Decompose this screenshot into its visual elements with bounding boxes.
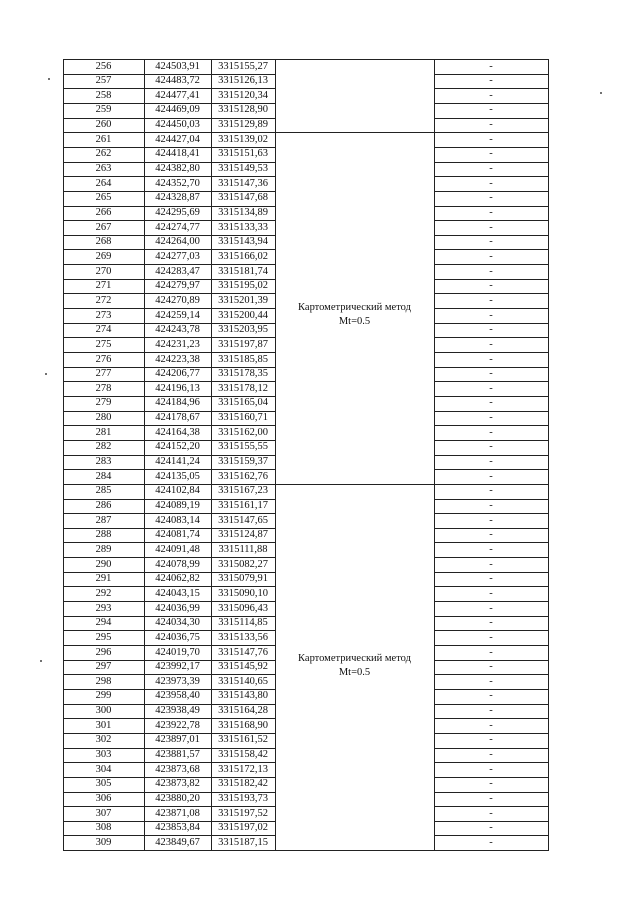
point-number: 258 bbox=[95, 89, 112, 101]
coord-x: 423897,01 bbox=[155, 734, 200, 746]
coord-x: 424196,13 bbox=[155, 382, 200, 394]
coord-y: 3315096,43 bbox=[218, 602, 268, 614]
coord-x: 424352,70 bbox=[155, 177, 200, 189]
accuracy-cell: - bbox=[489, 163, 493, 175]
accuracy-cell: - bbox=[489, 617, 493, 629]
accuracy-cell: - bbox=[489, 89, 493, 101]
point-number: 304 bbox=[95, 763, 112, 775]
group-rule bbox=[275, 850, 434, 851]
accuracy-cell: - bbox=[489, 133, 493, 145]
coord-y: 3315195,02 bbox=[218, 280, 268, 292]
coord-x: 424135,05 bbox=[155, 470, 200, 482]
coord-x: 424078,99 bbox=[155, 558, 200, 570]
accuracy-cell: - bbox=[489, 543, 493, 555]
coord-x: 424184,96 bbox=[155, 397, 200, 409]
coord-x: 423853,84 bbox=[155, 822, 200, 834]
accuracy-cell: - bbox=[489, 529, 493, 541]
coord-x: 424034,30 bbox=[155, 617, 200, 629]
point-number: 282 bbox=[95, 441, 112, 453]
row-rule bbox=[63, 850, 276, 851]
coord-y: 3315166,02 bbox=[218, 250, 268, 262]
point-number: 271 bbox=[95, 280, 112, 292]
coord-x: 424091,48 bbox=[155, 543, 200, 555]
point-number: 257 bbox=[95, 75, 112, 87]
coord-y: 3315143,94 bbox=[218, 236, 268, 248]
coord-y: 3315134,89 bbox=[218, 207, 268, 218]
scan-speck bbox=[48, 78, 50, 80]
accuracy-cell: - bbox=[489, 75, 493, 87]
method-name: Картометрический метод bbox=[298, 301, 411, 313]
accuracy-cell: - bbox=[489, 412, 493, 424]
coord-x: 424089,19 bbox=[155, 500, 200, 511]
coord-y: 3315185,85 bbox=[218, 353, 268, 365]
point-number: 299 bbox=[95, 690, 112, 702]
accuracy-cell: - bbox=[489, 353, 493, 365]
accuracy-cell: - bbox=[489, 177, 493, 189]
coord-y: 3315197,52 bbox=[218, 807, 268, 819]
group-rule bbox=[275, 484, 434, 485]
accuracy-cell: - bbox=[489, 514, 493, 526]
coord-x: 424259,14 bbox=[155, 309, 200, 321]
coord-x: 424264,00 bbox=[155, 236, 200, 248]
accuracy-cell: - bbox=[489, 602, 493, 614]
coord-x: 424083,14 bbox=[155, 514, 200, 526]
coord-y: 3315172,13 bbox=[218, 763, 268, 775]
coord-y: 3315139,02 bbox=[218, 133, 268, 145]
coord-y: 3315120,34 bbox=[218, 89, 268, 101]
point-number: 295 bbox=[95, 631, 112, 643]
coord-x: 423871,08 bbox=[155, 807, 200, 819]
coord-x: 424503,91 bbox=[155, 60, 200, 72]
accuracy-cell: - bbox=[489, 104, 493, 116]
coord-y: 3315168,90 bbox=[218, 719, 268, 731]
point-number: 289 bbox=[95, 543, 112, 555]
coord-y: 3315167,23 bbox=[218, 485, 268, 497]
coord-x: 424382,80 bbox=[155, 163, 200, 175]
accuracy-cell: - bbox=[489, 690, 493, 702]
accuracy-cell: - bbox=[489, 793, 493, 804]
point-number: 291 bbox=[95, 573, 112, 585]
accuracy-cell: - bbox=[489, 675, 493, 687]
accuracy-cell: - bbox=[489, 324, 493, 336]
point-number: 268 bbox=[95, 236, 112, 248]
accuracy-cell: - bbox=[489, 646, 493, 658]
coord-x: 423992,17 bbox=[155, 661, 200, 673]
point-number: 300 bbox=[95, 705, 112, 717]
group-rule bbox=[275, 132, 434, 133]
coord-x: 424152,20 bbox=[155, 441, 200, 453]
coord-x: 424062,82 bbox=[155, 573, 200, 585]
coord-y: 3315161,17 bbox=[218, 500, 268, 511]
point-number: 266 bbox=[95, 207, 112, 218]
accuracy-cell: - bbox=[489, 426, 493, 438]
accuracy-cell: - bbox=[489, 397, 493, 409]
accuracy-cell: - bbox=[489, 573, 493, 585]
accuracy-cell: - bbox=[489, 207, 493, 218]
point-number: 277 bbox=[95, 368, 112, 380]
coord-y: 3315133,33 bbox=[218, 221, 268, 233]
point-number: 297 bbox=[95, 661, 112, 673]
point-number: 274 bbox=[95, 324, 112, 336]
method-accuracy: Mt=0.5 bbox=[338, 315, 371, 327]
coord-x: 424019,70 bbox=[155, 646, 200, 658]
point-number: 305 bbox=[95, 778, 112, 790]
coord-y: 3315147,36 bbox=[218, 177, 268, 189]
coord-x: 424477,41 bbox=[155, 89, 200, 101]
point-number: 290 bbox=[95, 558, 112, 570]
accuracy-cell: - bbox=[489, 119, 493, 131]
point-number: 298 bbox=[95, 675, 112, 687]
accuracy-cell: - bbox=[489, 148, 493, 160]
point-number: 275 bbox=[95, 338, 112, 350]
scan-speck bbox=[600, 92, 602, 94]
point-number: 256 bbox=[95, 60, 112, 72]
point-number: 306 bbox=[95, 793, 112, 804]
accuracy-cell: - bbox=[489, 309, 493, 321]
coord-x: 424102,84 bbox=[155, 485, 200, 497]
accuracy-cell: - bbox=[489, 749, 493, 761]
coord-x: 423881,57 bbox=[155, 749, 200, 761]
coord-y: 3315193,73 bbox=[218, 793, 268, 804]
coord-x: 424450,03 bbox=[155, 119, 200, 131]
coord-x: 423849,67 bbox=[155, 836, 200, 848]
coord-y: 3315147,68 bbox=[218, 192, 268, 204]
accuracy-cell: - bbox=[489, 719, 493, 731]
accuracy-cell: - bbox=[489, 441, 493, 453]
coord-y: 3315111,88 bbox=[218, 543, 268, 555]
coord-y: 3315178,12 bbox=[218, 382, 268, 394]
coord-y: 3315155,55 bbox=[218, 441, 268, 453]
coord-x: 424206,77 bbox=[155, 368, 200, 380]
coord-y: 3315082,27 bbox=[218, 558, 268, 570]
point-number: 262 bbox=[95, 148, 112, 160]
point-number: 269 bbox=[95, 250, 112, 262]
accuracy-cell: - bbox=[489, 236, 493, 248]
accuracy-cell: - bbox=[489, 470, 493, 482]
point-number: 292 bbox=[95, 587, 112, 599]
coord-x: 423873,82 bbox=[155, 778, 200, 790]
coord-y: 3315197,02 bbox=[218, 822, 268, 834]
accuracy-cell: - bbox=[489, 192, 493, 204]
coord-x: 423880,20 bbox=[155, 793, 200, 804]
coord-x: 423938,49 bbox=[155, 705, 200, 717]
accuracy-cell: - bbox=[489, 836, 493, 848]
coord-x: 424036,99 bbox=[155, 602, 200, 614]
point-number: 260 bbox=[95, 119, 112, 131]
coord-y: 3315124,87 bbox=[218, 529, 268, 541]
coord-y: 3315133,56 bbox=[218, 631, 268, 643]
point-number: 261 bbox=[95, 133, 112, 145]
coord-x: 423873,68 bbox=[155, 763, 200, 775]
accuracy-cell: - bbox=[489, 807, 493, 819]
coord-y: 3315090,10 bbox=[218, 587, 268, 599]
method-accuracy: Mt=0.5 bbox=[338, 667, 371, 679]
point-number: 294 bbox=[95, 617, 112, 629]
point-number: 308 bbox=[95, 822, 112, 834]
coord-y: 3315201,39 bbox=[218, 294, 268, 306]
coord-x: 423973,39 bbox=[155, 675, 200, 687]
row-rule bbox=[434, 850, 549, 851]
accuracy-cell: - bbox=[489, 822, 493, 834]
accuracy-cell: - bbox=[489, 705, 493, 717]
coord-y: 3315160,71 bbox=[218, 412, 268, 424]
accuracy-cell: - bbox=[489, 734, 493, 746]
accuracy-cell: - bbox=[489, 587, 493, 599]
point-number: 284 bbox=[95, 470, 112, 482]
coord-x: 424270,89 bbox=[155, 294, 200, 306]
coord-x: 423922,78 bbox=[155, 719, 200, 731]
coord-y: 3315162,76 bbox=[218, 470, 268, 482]
point-number: 270 bbox=[95, 265, 112, 277]
coord-y: 3315178,35 bbox=[218, 368, 268, 380]
scan-speck bbox=[40, 660, 42, 662]
coord-y: 3315203,95 bbox=[218, 324, 268, 336]
method-label-group-2 bbox=[280, 652, 430, 680]
point-number: 293 bbox=[95, 602, 112, 614]
coord-x: 424036,75 bbox=[155, 631, 200, 643]
point-number: 265 bbox=[95, 192, 112, 204]
coord-x: 424283,47 bbox=[155, 265, 200, 277]
point-number: 287 bbox=[95, 514, 112, 526]
coord-y: 3315158,42 bbox=[218, 749, 268, 761]
coord-y: 3315165,04 bbox=[218, 397, 268, 409]
accuracy-cell: - bbox=[489, 500, 493, 511]
coord-y: 3315197,87 bbox=[218, 338, 268, 350]
point-number: 264 bbox=[95, 177, 112, 189]
coord-y: 3315147,76 bbox=[218, 646, 268, 658]
point-number: 309 bbox=[95, 836, 112, 848]
coord-y: 3315162,00 bbox=[218, 426, 268, 438]
accuracy-cell: - bbox=[489, 661, 493, 673]
accuracy-cell: - bbox=[489, 631, 493, 643]
coord-x: 424427,04 bbox=[155, 133, 200, 145]
coord-x: 424243,78 bbox=[155, 324, 200, 336]
point-number: 276 bbox=[95, 353, 112, 365]
point-number: 280 bbox=[95, 412, 112, 424]
coord-x: 424164,38 bbox=[155, 426, 200, 438]
accuracy-cell: - bbox=[489, 778, 493, 790]
point-number: 302 bbox=[95, 734, 112, 746]
point-number: 296 bbox=[95, 646, 112, 658]
coord-y: 3315126,13 bbox=[218, 75, 268, 87]
point-number: 279 bbox=[95, 397, 112, 409]
coord-y: 3315128,90 bbox=[218, 104, 268, 116]
accuracy-cell: - bbox=[489, 485, 493, 497]
coord-y: 3315145,92 bbox=[218, 661, 268, 673]
coord-y: 3315164,28 bbox=[218, 705, 268, 717]
coord-y: 3315079,91 bbox=[218, 573, 268, 585]
coord-y: 3315149,53 bbox=[218, 163, 268, 175]
coord-x: 424418,41 bbox=[155, 148, 200, 160]
accuracy-cell: - bbox=[489, 368, 493, 380]
coord-y: 3315114,85 bbox=[218, 617, 268, 629]
accuracy-cell: - bbox=[489, 763, 493, 775]
coord-y: 3315147,65 bbox=[218, 514, 268, 526]
accuracy-cell: - bbox=[489, 456, 493, 468]
coord-y: 3315187,15 bbox=[218, 836, 268, 848]
coord-y: 3315129,89 bbox=[218, 119, 268, 131]
point-number: 288 bbox=[95, 529, 112, 541]
coord-x: 424277,03 bbox=[155, 250, 200, 262]
coord-x: 424483,72 bbox=[155, 75, 200, 87]
coord-y: 3315200,44 bbox=[218, 309, 268, 321]
point-number: 283 bbox=[95, 456, 112, 468]
point-number: 285 bbox=[95, 485, 112, 497]
point-number: 286 bbox=[95, 500, 112, 511]
accuracy-cell: - bbox=[489, 558, 493, 570]
coord-x: 424295,69 bbox=[155, 207, 200, 218]
coord-y: 3315140,65 bbox=[218, 675, 268, 687]
accuracy-cell: - bbox=[489, 250, 493, 262]
coord-x: 424231,23 bbox=[155, 338, 200, 350]
coord-x: 424469,09 bbox=[155, 104, 200, 116]
coord-x: 424279,97 bbox=[155, 280, 200, 292]
coord-x: 424043,15 bbox=[155, 587, 200, 599]
coord-y: 3315181,74 bbox=[218, 265, 268, 277]
method-name: Картометрический метод bbox=[298, 653, 411, 665]
coord-x: 423958,40 bbox=[155, 690, 200, 702]
coord-x: 424274,77 bbox=[155, 221, 200, 233]
coord-x: 424141,24 bbox=[155, 456, 200, 468]
accuracy-cell: - bbox=[489, 294, 493, 306]
coord-x: 424081,74 bbox=[155, 529, 200, 541]
accuracy-cell: - bbox=[489, 60, 493, 72]
method-label-group-1 bbox=[280, 301, 430, 329]
point-number: 307 bbox=[95, 807, 112, 819]
point-number: 281 bbox=[95, 426, 112, 438]
coord-x: 424223,38 bbox=[155, 353, 200, 365]
point-number: 259 bbox=[95, 104, 112, 116]
point-number: 273 bbox=[95, 309, 112, 321]
point-number: 278 bbox=[95, 382, 112, 394]
point-number: 267 bbox=[95, 221, 112, 233]
point-number: 272 bbox=[95, 294, 112, 306]
coord-y: 3315182,42 bbox=[218, 778, 268, 790]
coord-y: 3315143,80 bbox=[218, 690, 268, 702]
accuracy-cell: - bbox=[489, 221, 493, 233]
accuracy-cell: - bbox=[489, 280, 493, 292]
coord-x: 424328,87 bbox=[155, 192, 200, 204]
coord-y: 3315159,37 bbox=[218, 456, 268, 468]
coord-x: 424178,67 bbox=[155, 412, 200, 424]
coord-y: 3315155,27 bbox=[218, 60, 268, 72]
scan-speck bbox=[45, 373, 47, 375]
point-number: 301 bbox=[95, 719, 112, 731]
coord-y: 3315151,63 bbox=[218, 148, 268, 160]
point-number: 263 bbox=[95, 163, 112, 175]
coord-y: 3315161,52 bbox=[218, 734, 268, 746]
accuracy-cell: - bbox=[489, 338, 493, 350]
accuracy-cell: - bbox=[489, 265, 493, 277]
point-number: 303 bbox=[95, 749, 112, 761]
group-rule bbox=[275, 59, 434, 60]
accuracy-cell: - bbox=[489, 382, 493, 394]
